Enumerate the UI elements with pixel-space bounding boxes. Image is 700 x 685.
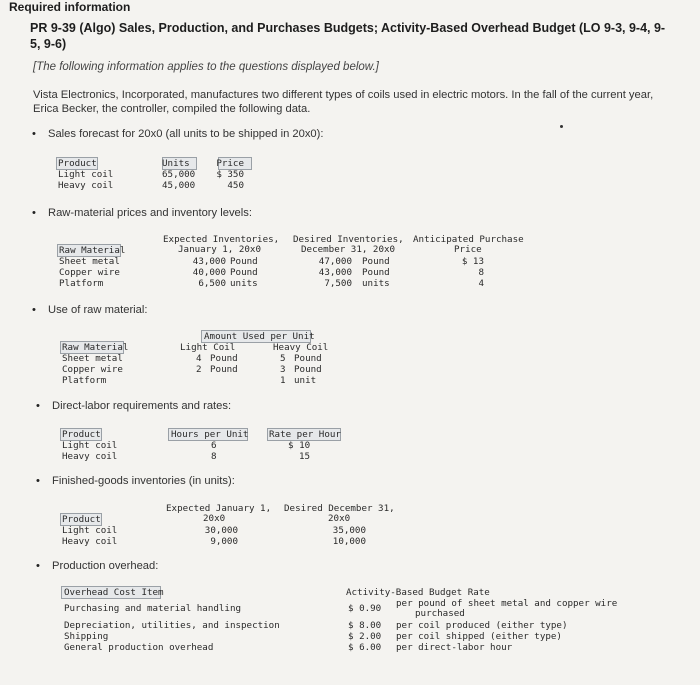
raw-use-name: Sheet metal — [62, 353, 123, 364]
finished-desired: 35,000 — [332, 525, 366, 536]
raw-use-heavy-header: Heavy Coil — [273, 342, 329, 353]
sales-forecast-table — [58, 158, 244, 191]
raw-use-label: • Use of raw material: — [48, 304, 147, 316]
raw-des-unit: units — [362, 278, 390, 289]
overhead-basis: per coil produced (either type) — [396, 620, 568, 631]
sales-header-price: Price — [216, 158, 244, 169]
sales-units: 65,000 — [162, 169, 196, 180]
raw-expected-header-2: January 1, 20x0 — [178, 244, 261, 255]
finished-expected: 9,000 — [210, 536, 238, 547]
raw-use-name: Copper wire — [62, 364, 123, 375]
labor-product: Light coil — [62, 440, 118, 451]
raw-name: Platform — [59, 278, 104, 289]
raw-use-light-qty: 2 — [196, 364, 202, 375]
overhead-basis-continued: purchased — [415, 608, 465, 619]
raw-name: Sheet metal — [59, 256, 120, 267]
finished-product: Light coil — [62, 525, 118, 536]
overhead-rate: $ 2.00 — [348, 631, 382, 642]
labor-hours: 8 — [211, 451, 217, 462]
raw-exp-unit: units — [230, 278, 258, 289]
raw-material-header: Raw Material — [59, 245, 126, 256]
raw-expected-header-1: Expected Inventories, — [163, 234, 280, 245]
table-row — [58, 180, 244, 191]
raw-price: 4 — [478, 278, 484, 289]
info-note: [The following information applies to the questions displayed below.] — [33, 61, 379, 73]
overhead-basis: per direct-labor hour — [396, 642, 513, 653]
labor-rate: 15 — [299, 451, 311, 462]
overhead-label: • Production overhead: — [52, 560, 158, 572]
required-information-heading: Required information — [9, 0, 131, 14]
raw-use-light-unit: Pound — [210, 353, 238, 364]
raw-exp-qty: 40,000 — [192, 267, 226, 278]
raw-des-qty: 43,000 — [318, 267, 352, 278]
raw-use-heavy-unit: Pound — [294, 353, 322, 364]
overhead-item: Depreciation, utilities, and inspection — [64, 620, 280, 631]
finished-expected-header-1: Expected January 1, — [166, 503, 272, 514]
table-row — [58, 169, 244, 180]
labor-hours: 6 — [211, 440, 217, 451]
raw-price: 8 — [478, 267, 484, 278]
overhead-item-header: Overhead Cost Item — [64, 587, 164, 598]
raw-use-heavy-unit: unit — [294, 375, 317, 386]
sales-product: Light coil — [58, 169, 114, 180]
raw-use-heavy-unit: Pound — [294, 364, 322, 375]
overhead-rate: $ 8.00 — [348, 620, 382, 631]
overhead-rate-header: Activity-Based Budget Rate — [346, 587, 490, 598]
sales-header-product: Product — [58, 158, 97, 169]
finished-expected: 30,000 — [204, 525, 238, 536]
labor-product: Heavy coil — [62, 451, 118, 462]
raw-desired-header-1: Desired Inventories, — [293, 234, 404, 245]
labor-product-header: Product — [62, 429, 101, 440]
raw-des-qty: 47,000 — [318, 256, 352, 267]
raw-des-qty: 7,500 — [324, 278, 352, 289]
raw-exp-qty: 43,000 — [192, 256, 226, 267]
raw-use-light-qty: 4 — [196, 353, 202, 364]
raw-name: Copper wire — [59, 267, 120, 278]
raw-use-heavy-qty: 5 — [280, 353, 286, 364]
overhead-item: Purchasing and material handling — [64, 603, 242, 614]
sales-product: Heavy coil — [58, 180, 114, 191]
finished-desired: 10,000 — [332, 536, 366, 547]
finished-product: Heavy coil — [62, 536, 118, 547]
sales-forecast-label: • Sales forecast for 20x0 (all units to be shipped in 20x0): — [48, 128, 324, 140]
raw-des-unit: Pound — [362, 256, 390, 267]
raw-use-heavy-qty: 3 — [280, 364, 286, 375]
sales-header-units: Units — [162, 158, 190, 169]
intro-paragraph: Vista Electronics, Incorporated, manufactures two different types of coils used in electric motors. In the fall of the current year, Erica Becker, the controller, compiled the following data. — [33, 89, 654, 115]
finished-expected-header-2: 20x0 — [203, 513, 226, 524]
labor-label: • Direct-labor requirements and rates: — [52, 400, 231, 412]
raw-exp-qty: 6,500 — [198, 278, 226, 289]
raw-exp-unit: Pound — [230, 267, 258, 278]
overhead-item: General production overhead — [64, 642, 214, 653]
sales-units: 45,000 — [162, 180, 196, 191]
raw-use-name: Platform — [62, 375, 107, 386]
finished-label: • Finished-goods inventories (in units): — [52, 475, 235, 487]
raw-exp-unit: Pound — [230, 256, 258, 267]
raw-price-header-1: Anticipated Purchase — [413, 234, 524, 245]
raw-des-unit: Pound — [362, 267, 390, 278]
labor-rate: $ 10 — [288, 440, 311, 451]
labor-rate-header: Rate per Hour — [269, 429, 341, 440]
overhead-rate: $ 0.90 — [348, 603, 382, 614]
sales-price: $ 350 — [216, 169, 244, 180]
finished-desired-header-2: 20x0 — [328, 513, 351, 524]
raw-price: $ 13 — [461, 256, 484, 267]
raw-use-light-unit: Pound — [210, 364, 238, 375]
labor-hours-header: Hours per Unit — [171, 429, 249, 440]
raw-prices-label: • Raw-material prices and inventory levels: — [48, 207, 252, 219]
finished-desired-header-1: Desired December 31, — [284, 503, 395, 514]
raw-use-amount-header: Amount Used per Unit — [204, 331, 315, 342]
finished-product-header: Product — [62, 514, 101, 525]
raw-price-header-2: Price — [454, 244, 482, 255]
raw-use-heavy-qty: 1 — [280, 375, 286, 386]
problem-title: PR 9-39 (Algo) Sales, Production, and Purchases Budgets; Activity-Based Overhead Budget (LO 9-3, 9-4, 9-5, 9-6) — [30, 21, 666, 51]
overhead-basis: per pound of sheet metal and copper wire — [396, 598, 618, 609]
stray-dot — [560, 125, 563, 128]
raw-use-material-header: Raw Material — [62, 342, 129, 353]
raw-use-light-header: Light Coil — [180, 342, 236, 353]
raw-desired-header-2: December 31, 20x0 — [301, 244, 396, 255]
overhead-item: Shipping — [64, 631, 109, 642]
overhead-basis: per coil shipped (either type) — [396, 631, 562, 642]
sales-price: 450 — [227, 180, 244, 191]
overhead-rate: $ 6.00 — [348, 642, 382, 653]
